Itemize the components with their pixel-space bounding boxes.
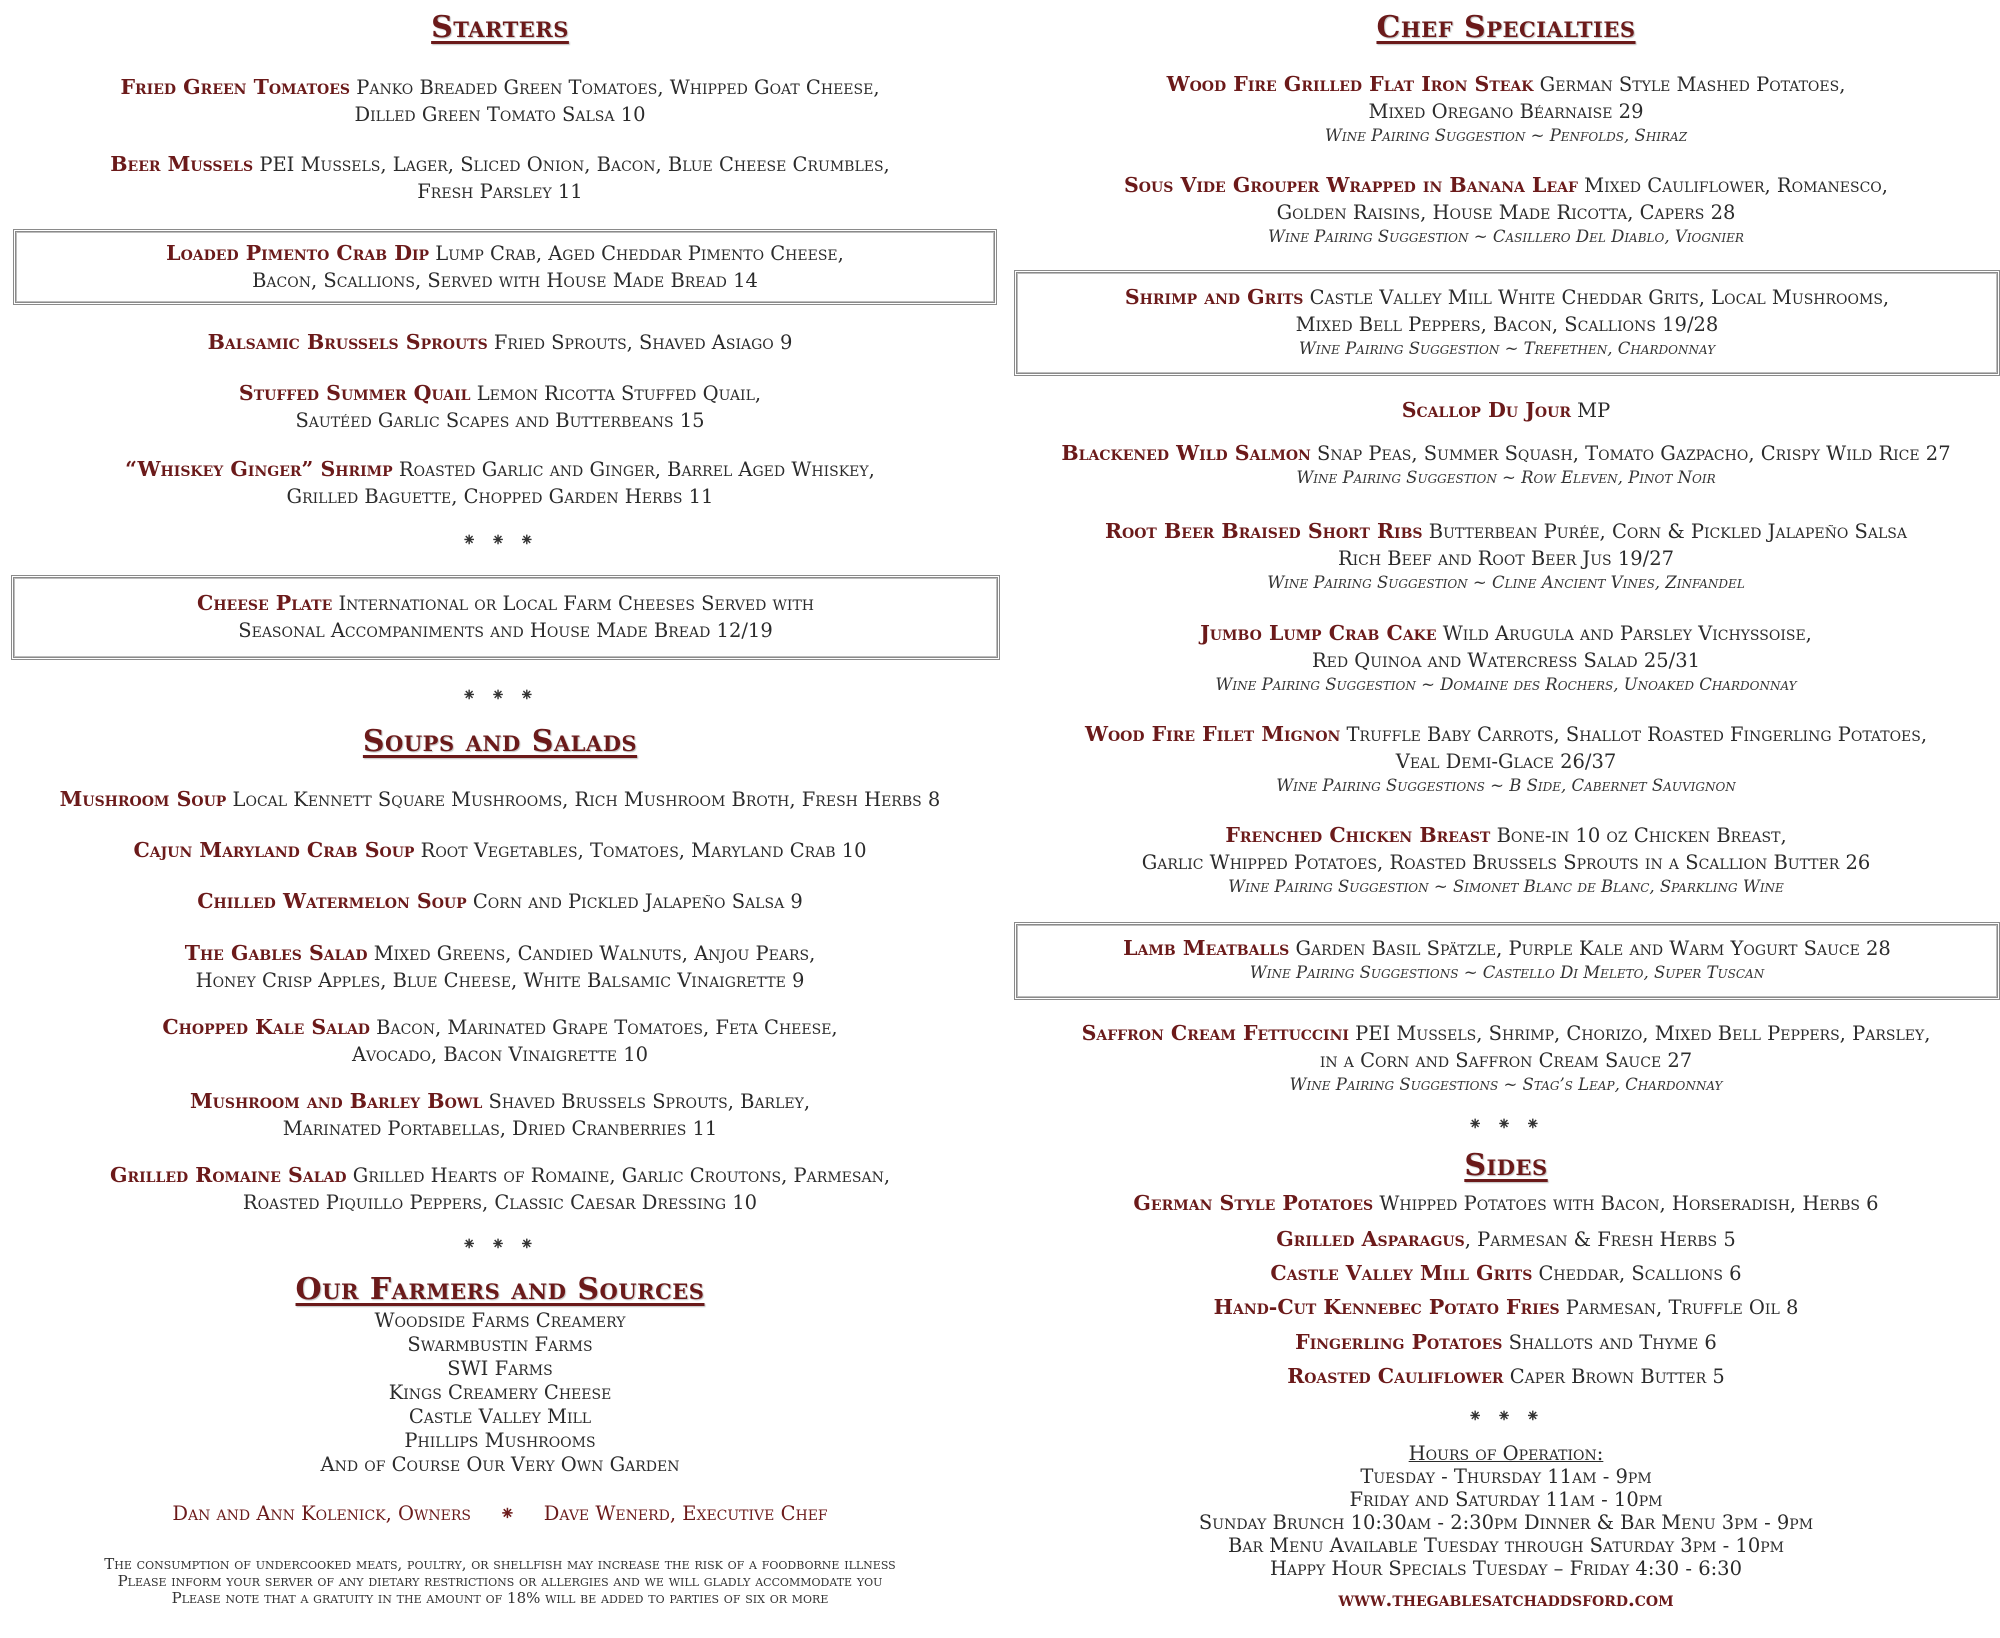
separator: ⁕ ⁕ ⁕ <box>1467 1114 1545 1135</box>
hours-line: Happy Hour Specials Tuesday – Friday 4:30 - 6:30 <box>1269 1557 1742 1580</box>
menu-item <box>0 1014 1000 1068</box>
separator: ⁕ ⁕ ⁕ <box>461 1234 539 1255</box>
menu-item <box>1012 172 2000 248</box>
featured-item-box <box>13 229 997 305</box>
wine-pairing: Wine Pairing Suggestion ~ Cline Ancient Vines, Zinfandel <box>1267 573 1745 592</box>
hours-line: Tuesday - Thursday 11am - 9pm <box>1360 1465 1652 1488</box>
item-desc: Lemon Ricotta Stuffed Quail, <box>476 382 762 405</box>
item-desc: , Parmesan & Fresh Herbs 5 <box>1464 1228 1736 1251</box>
separator: ⁕ ⁕ ⁕ <box>1467 1406 1545 1427</box>
item-desc: Butterbean Purée, Corn & Pickled Jalapeño Salsa <box>1428 520 1908 543</box>
item-name: Castle Valley Mill Grits <box>1270 1261 1533 1285</box>
item-desc: Panko Breaded Green Tomatoes, Whipped Goat Cheese, <box>356 76 880 99</box>
menu-item <box>0 786 1000 813</box>
farmer-source: Swarmbustin Farms <box>407 1333 593 1356</box>
hours-title: Hours of Operation: <box>1408 1442 1604 1465</box>
item-desc: German Style Mashed Potatoes, <box>1539 73 1846 96</box>
item-name: Mushroom and Barley Bowl <box>189 1089 483 1113</box>
item-desc: International or Local Farm Cheeses Served with <box>338 592 814 615</box>
item-desc: Cheddar, Scallions 6 <box>1538 1262 1742 1285</box>
item-name: Chopped Kale Salad <box>162 1015 370 1039</box>
item-name: Fried Green Tomatoes <box>120 75 351 99</box>
side-item <box>1012 1329 2000 1356</box>
item-name: German Style Potatoes <box>1133 1191 1374 1215</box>
disclaimer-line: Please inform your server of any dietary restrictions or allergies and we will gladly accommodate you <box>117 1572 883 1590</box>
soups-heading: Soups and Salads <box>362 724 638 759</box>
item-name: Fingerling Potatoes <box>1295 1330 1503 1354</box>
item-desc-2: Avocado, Bacon Vinaigrette 10 <box>351 1043 649 1066</box>
owners-text: Dan and Ann Kolenick, Owners <box>172 1502 472 1525</box>
menu-item <box>0 329 1000 356</box>
item-desc: MP <box>1577 399 1611 422</box>
menu-item <box>1012 518 2000 594</box>
item-desc: Bone-in 10 oz Chicken Breast, <box>1496 824 1787 847</box>
item-name: Roasted Cauliflower <box>1287 1364 1504 1388</box>
item-name: Cheese Plate <box>197 591 333 615</box>
wine-pairing: Wine Pairing Suggestions ~ Stag’s Leap, Chardonnay <box>1289 1075 1723 1094</box>
chef-specialties-heading: Chef Specialties <box>1376 10 1636 45</box>
item-name: Jumbo Lump Crab Cake <box>1200 621 1437 645</box>
item-desc-2: Roasted Piquillo Peppers, Classic Caesar Dressing 10 <box>242 1191 758 1214</box>
menu-item <box>0 1162 1000 1216</box>
menu-item <box>0 151 1000 205</box>
item-desc: Lump Crab, Aged Cheddar Pimento Cheese, <box>435 242 844 265</box>
item-name: Loaded Pimento Crab Dip <box>166 241 430 265</box>
owner-separator: ⁕ <box>499 1502 516 1525</box>
featured-item-box <box>1014 922 2000 1000</box>
chef-text: Dave Wenerd, Executive Chef <box>543 1502 828 1525</box>
farmer-source: And of Course Our Very Own Garden <box>320 1453 680 1476</box>
farmer-source: SWI Farms <box>447 1357 553 1380</box>
item-name: Sous Vide Grouper Wrapped in Banana Leaf <box>1124 173 1578 197</box>
menu-item <box>0 74 1000 128</box>
item-name: Wood Fire Filet Mignon <box>1084 722 1341 746</box>
side-item <box>1012 1190 2000 1217</box>
menu-item <box>0 380 1000 434</box>
item-name: The Gables Salad <box>184 941 368 965</box>
item-desc: Wild Arugula and Parsley Vichyssoise, <box>1442 622 1812 645</box>
item-name: Beer Mussels <box>110 152 254 176</box>
starters-heading: Starters <box>431 10 569 45</box>
menu-item <box>1012 397 2000 424</box>
side-item <box>1012 1363 2000 1390</box>
side-item <box>1012 1294 2000 1321</box>
wine-pairing: Wine Pairing Suggestion ~ Simonet Blanc de Blanc, Sparkling Wine <box>1228 877 1784 896</box>
farmer-source: Woodside Farms Creamery <box>374 1309 626 1332</box>
item-desc-2: Golden Raisins, House Made Ricotta, Capers 28 <box>1276 201 1736 224</box>
item-name: Frenched Chicken Breast <box>1225 823 1491 847</box>
item-name: Scallop Du Jour <box>1401 398 1571 422</box>
item-desc: Fried Sprouts, Shaved Asiago 9 <box>493 331 793 354</box>
disclaimer <box>0 1556 1000 1607</box>
wine-pairing: Wine Pairing Suggestions ~ B Side, Cabernet Sauvignon <box>1276 776 1736 795</box>
item-desc: Mixed Greens, Candied Walnuts, Anjou Pears, <box>373 942 816 965</box>
farmer-source: Kings Creamery Cheese <box>388 1381 612 1404</box>
hours-line: Sunday Brunch 10:30am - 2:30pm Dinner & Bar Menu 3pm - 9pm <box>1198 1511 1814 1534</box>
item-name: Wood Fire Grilled Flat Iron Steak <box>1166 72 1534 96</box>
item-name: Saffron Cream Fettuccini <box>1081 1021 1349 1045</box>
hours-line: Bar Menu Available Tuesday through Saturday 3pm - 10pm <box>1228 1534 1784 1557</box>
item-name: Stuffed Summer Quail <box>238 381 471 405</box>
wine-pairing: Wine Pairing Suggestions ~ Castello Di Meleto, Super Tuscan <box>1249 963 1765 982</box>
featured-item-box <box>1014 270 2000 376</box>
item-name: Balsamic Brussels Sprouts <box>207 330 488 354</box>
item-desc: Shallots and Thyme 6 <box>1508 1331 1717 1354</box>
menu-item <box>1012 620 2000 696</box>
item-desc: PEI Mussels, Shrimp, Chorizo, Mixed Bell Peppers, Parsley, <box>1355 1022 1931 1045</box>
item-desc: Snap Peas, Summer Squash, Tomato Gazpacho, Crispy Wild Rice 27 <box>1317 442 1951 465</box>
farmers-list <box>0 1309 1000 1477</box>
farmer-source: Castle Valley Mill <box>408 1405 592 1428</box>
item-name: Grilled Asparagus <box>1276 1227 1465 1251</box>
wine-pairing: Wine Pairing Suggestion ~ Domaine des Rochers, Unoaked Chardonnay <box>1215 675 1797 694</box>
item-name: “Whiskey Ginger” Shrimp <box>125 457 393 481</box>
item-desc: Castle Valley Mill White Cheddar Grits, Local Mushrooms, <box>1309 286 1890 309</box>
website-link[interactable]: www.thegablesatchaddsford.com <box>1338 1588 1674 1611</box>
item-desc: Garden Basil Spätzle, Purple Kale and Warm Yogurt Sauce 28 <box>1295 937 1891 960</box>
farmers-heading: Our Farmers and Sources <box>295 1272 705 1307</box>
side-item <box>1012 1260 2000 1287</box>
item-name: Shrimp and Grits <box>1124 285 1304 309</box>
farmer-source: Phillips Mushrooms <box>404 1429 596 1452</box>
separator: ⁕ ⁕ ⁕ <box>461 685 539 706</box>
featured-item-box <box>11 575 1000 660</box>
item-desc-2: Marinated Portabellas, Dried Cranberries 11 <box>282 1117 718 1140</box>
hours-of-operation <box>1012 1442 2000 1580</box>
item-desc: Local Kennett Square Mushrooms, Rich Mushroom Broth, Fresh Herbs 8 <box>232 788 941 811</box>
item-name: Root Beer Braised Short Ribs <box>1104 519 1423 543</box>
hours-line: Friday and Saturday 11am - 10pm <box>1349 1488 1663 1511</box>
item-name: Grilled Romaine Salad <box>109 1163 347 1187</box>
menu-item <box>1012 440 2000 489</box>
item-name: Chilled Watermelon Soup <box>197 889 467 913</box>
item-desc: Whipped Potatoes with Bacon, Horseradish, Herbs 6 <box>1379 1192 1879 1215</box>
item-desc: Bacon, Marinated Grape Tomatoes, Feta Cheese, <box>376 1016 838 1039</box>
item-desc-2: Seasonal Accompaniments and House Made Bread 12/19 <box>238 619 773 642</box>
item-desc: Caper Brown Butter 5 <box>1509 1365 1725 1388</box>
menu-item <box>1012 1020 2000 1096</box>
menu-item <box>1012 822 2000 898</box>
item-desc-2: Grilled Baguette, Chopped Garden Herbs 11 <box>286 485 714 508</box>
item-desc-2: Mixed Bell Peppers, Bacon, Scallions 19/28 <box>1295 313 1719 336</box>
item-desc-2: Veal Demi-Glace 26/37 <box>1395 750 1617 773</box>
item-desc-2: in a Corn and Saffron Cream Sauce 27 <box>1319 1049 1693 1072</box>
item-desc: Mixed Cauliflower, Romanesco, <box>1584 174 1888 197</box>
item-desc-2: Honey Crisp Apples, Blue Cheese, White Balsamic Vinaigrette 9 <box>195 969 805 992</box>
item-desc-2: Fresh Parsley 11 <box>417 180 583 203</box>
menu-item <box>0 1088 1000 1142</box>
item-desc: Roasted Garlic and Ginger, Barrel Aged Whiskey, <box>398 458 875 481</box>
wine-pairing: Wine Pairing Suggestion ~ Trefethen, Chardonnay <box>1298 339 1716 358</box>
item-desc-2: Dilled Green Tomato Salsa 10 <box>354 103 646 126</box>
item-name: Lamb Meatballs <box>1123 936 1290 960</box>
item-desc: Corn and Pickled Jalapeño Salsa 9 <box>472 890 803 913</box>
item-desc-2: Sautéed Garlic Scapes and Butterbeans 15 <box>295 409 705 432</box>
menu-item <box>0 837 1000 864</box>
wine-pairing: Wine Pairing Suggestion ~ Penfolds, Shiraz <box>1324 126 1688 145</box>
owners-line <box>0 1502 1000 1526</box>
item-name: Cajun Maryland Crab Soup <box>133 838 415 862</box>
menu-item <box>1012 71 2000 147</box>
item-desc-2: Bacon, Scallions, Served with House Made Bread 14 <box>252 269 758 292</box>
menu-item <box>0 940 1000 994</box>
disclaimer-line: Please note that a gratuity in the amount of 18% will be added to parties of six or more <box>171 1589 829 1607</box>
item-desc: Truffle Baby Carrots, Shallot Roasted Fingerling Potatoes, <box>1346 723 1928 746</box>
menu-item <box>1012 721 2000 797</box>
item-desc-2: Mixed Oregano Béarnaise 29 <box>1368 100 1644 123</box>
item-desc: Grilled Hearts of Romaine, Garlic Croutons, Parmesan, <box>352 1164 891 1187</box>
item-desc: Shaved Brussels Sprouts, Barley, <box>488 1090 811 1113</box>
item-name: Mushroom Soup <box>59 787 227 811</box>
item-desc-2: Garlic Whipped Potatoes, Roasted Brussels Sprouts in a Scallion Butter 26 <box>1141 851 1871 874</box>
sides-heading: Sides <box>1464 1148 1548 1183</box>
item-name: Blackened Wild Salmon <box>1061 441 1311 465</box>
disclaimer-line: The consumption of undercooked meats, poultry, or shellfish may increase the risk of a foodborne illness <box>104 1555 896 1573</box>
menu-item <box>0 456 1000 510</box>
separator: ⁕ ⁕ ⁕ <box>461 530 539 551</box>
wine-pairing: Wine Pairing Suggestion ~ Casillero Del Diablo, Viognier <box>1268 227 1744 246</box>
item-desc: Parmesan, Truffle Oil 8 <box>1565 1296 1799 1319</box>
item-desc-2: Red Quinoa and Watercress Salad 25/31 <box>1311 649 1701 672</box>
item-desc: Root Vegetables, Tomatoes, Maryland Crab 10 <box>420 839 867 862</box>
menu-item <box>0 888 1000 915</box>
item-desc: PEI Mussels, Lager, Sliced Onion, Bacon, Blue Cheese Crumbles, <box>259 153 890 176</box>
item-name: Hand-Cut Kennebec Potato Fries <box>1213 1295 1560 1319</box>
wine-pairing: Wine Pairing Suggestion ~ Row Eleven, Pinot Noir <box>1296 468 1716 487</box>
item-desc-2: Rich Beef and Root Beer Jus 19/27 <box>1337 547 1675 570</box>
side-item <box>1012 1226 2000 1253</box>
